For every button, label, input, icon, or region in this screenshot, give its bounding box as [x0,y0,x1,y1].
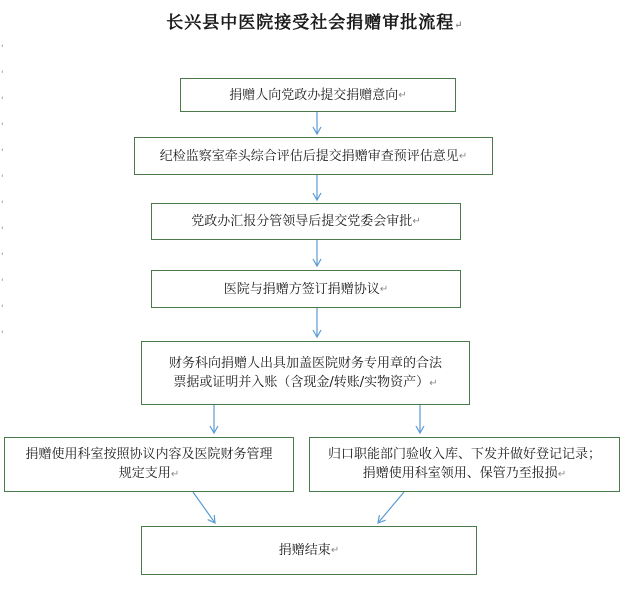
margin-mark: ' [1,200,4,210]
step-2-box: 纪检监察室牵头综合评估后提交捐赠审查预评估意见 ↵ [134,137,493,175]
diagram-title: 长兴县中医院接受社会捐赠审批流程↵ [166,13,464,33]
step-6a-line-1: 捐赠使用科室按照协议内容及医院财务管理 [25,447,273,462]
step-5-box: 财务科向捐赠人出具加盖医院财务专用章的合法 票据或证明并入账（含现金/转账/实物资产）↵ [141,341,470,405]
arrow-6a-7 [193,492,215,523]
step-2-label: 纪检监察室牵头综合评估后提交捐赠审查预评估意见 [159,148,459,164]
margin-mark: ' [1,226,4,236]
step-4-box: 医院与捐赠方签订捐赠协议 ↵ [151,270,461,308]
step-6b-line-1: 归口职能部门验收入库、下发并做好登记记录； [327,447,601,462]
step-3-box: 党政办汇报分管领导后提交党委会审批 ↵ [151,203,461,240]
margin-mark: ' [1,174,4,184]
step-1-label: 捐赠人向党政办提交捐赠意向 [229,87,399,103]
margin-mark: ' [1,148,4,158]
step-7-label: 捐赠结束 [278,543,331,558]
margin-mark: ' [1,330,4,340]
step-4-label: 医院与捐赠方签订捐赠协议 [223,281,380,297]
margin-mark: ' [1,96,4,106]
step-3-label: 党政办汇报分管领导后提交党委会审批 [191,214,413,229]
step-6a-line-2: 规定支用 [118,466,171,481]
step-6a-box: 捐赠使用科室按照协议内容及医院财务管理 规定支用↵ [4,437,294,492]
margin-mark: ' [1,278,4,288]
margin-mark: ' [1,304,4,314]
step-5-line-2: 票据或证明并入账（含现金/转账/实物资产） [173,374,430,390]
margin-mark: ' [1,122,4,132]
step-1-box: 捐赠人向党政办提交捐赠意向 ↵ [180,78,456,112]
step-6b-box: 归口职能部门验收入库、下发并做好登记记录； 捐赠使用科室领用、保管乃至报损↵ [309,437,620,492]
step-7-box: 捐赠结束 ↵ [141,526,477,575]
arrow-6b-7 [378,492,404,523]
margin-mark: ' [1,252,4,262]
margin-mark: ' [1,44,4,54]
margin-mark: ' [1,70,4,80]
step-6b-line-2: 捐赠使用科室领用、保管乃至报损 [362,466,558,481]
step-5-line-1: 财务科向捐赠人出具加盖医院财务专用章的合法 [168,355,442,371]
